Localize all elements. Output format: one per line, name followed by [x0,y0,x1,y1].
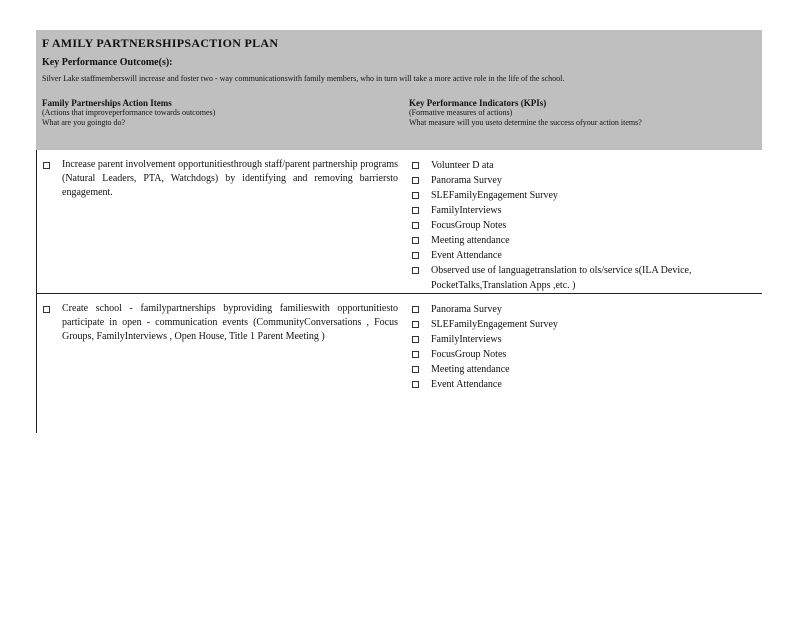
kpi-text: FocusGroup Notes [431,349,507,360]
checkbox-bullet-icon [412,381,419,388]
action-items-question: What are you goingto do? [42,118,126,127]
kpi-question: What measure will you useto determine the success ofyour action items? [409,118,642,127]
outcome-description: Silver Lake staffmemberswill increase and foster two - way communicationswith family members, who in turn will take a more active role in the life of the school. [42,74,565,83]
kpi-header [409,98,642,128]
kpi-title: Key Performance Indicators (KPIs) [409,98,547,108]
kpi-item [412,332,756,347]
plan-row [36,294,762,433]
checkbox-bullet-icon [412,177,419,184]
checkbox-bullet-icon [412,207,419,214]
column-headers [42,98,756,128]
checkbox-bullet-icon [412,222,419,229]
checkbox-bullet-icon [412,366,419,373]
action-items-title: Family Partnerships Action Items [42,98,172,108]
kpi-text: Event Attendance [431,379,502,390]
action-items-header [42,98,409,128]
kpi-item [412,362,756,377]
kpi-list [412,158,756,293]
kpi-text: FamilyInterviews [431,334,502,345]
kpi-item [412,203,756,218]
kpi-item [412,233,756,248]
checkbox-bullet-icon [43,162,50,169]
kpi-text: Event Attendance [431,250,502,261]
kpi-item [412,302,756,317]
checkbox-bullet-icon [412,351,419,358]
kpi-text: Meeting attendance [431,364,510,375]
kpi-text: SLEFamilyEngagement Survey [431,190,558,201]
checkbox-bullet-icon [412,336,419,343]
kpi-text: Meeting attendance [431,235,510,246]
kpi-text: FamilyInterviews [431,205,502,216]
plan-row [36,150,762,294]
kpi-text: SLEFamilyEngagement Survey [431,319,558,330]
kpi-subtitle: (Formative measures of actions) [409,108,513,117]
kpo-label: Key Performance Outcome(s): [42,57,173,68]
plan-header [36,30,762,150]
checkbox-bullet-icon [412,321,419,328]
kpi-text: Volunteer D ata [431,160,494,171]
kpi-item [412,158,756,173]
action-cell [37,150,404,293]
kpi-item [412,173,756,188]
checkbox-bullet-icon [412,192,419,199]
action-cell [37,294,404,433]
action-item [43,158,398,200]
kpi-cell [404,150,762,293]
kpi-item [412,263,756,293]
kpi-item [412,317,756,332]
kpi-text: Panorama Survey [431,304,502,315]
kpi-list [412,302,756,392]
kpi-item [412,248,756,263]
checkbox-bullet-icon [412,306,419,313]
action-plan-sheet [36,30,762,433]
action-text: Increase parent involvement opportunitiesthrough staff/parent partnership programs (Natural Leaders, PTA, Watchdogs) by identifying and removing barriersto engagement. [62,159,398,198]
checkbox-bullet-icon [412,267,419,274]
checkbox-bullet-icon [43,306,50,313]
action-text: Create school - familypartnerships byproviding familieswith opportunitiesto participate in open - communication events (CommunityConversations , Focus Groups, FamilyInterviews , Open House, Title 1 Parent Meeting ) [62,303,398,342]
kpi-text: Panorama Survey [431,175,502,186]
kpi-item [412,188,756,203]
checkbox-bullet-icon [412,162,419,169]
kpi-item [412,218,756,233]
checkbox-bullet-icon [412,237,419,244]
kpi-text: FocusGroup Notes [431,220,507,231]
action-items-subtitle: (Actions that improveperformance towards outcomes) [42,108,216,117]
page-title: F AMILY PARTNERSHIPSACTION PLAN [42,36,279,50]
action-item [43,302,398,344]
checkbox-bullet-icon [412,252,419,259]
kpi-item [412,377,756,392]
kpi-cell [404,294,762,433]
kpi-item [412,347,756,362]
kpi-text: Observed use of languagetranslation to ols/service s(ILA Device, PocketTalks,Translation Apps ,etc. ) [431,265,692,291]
